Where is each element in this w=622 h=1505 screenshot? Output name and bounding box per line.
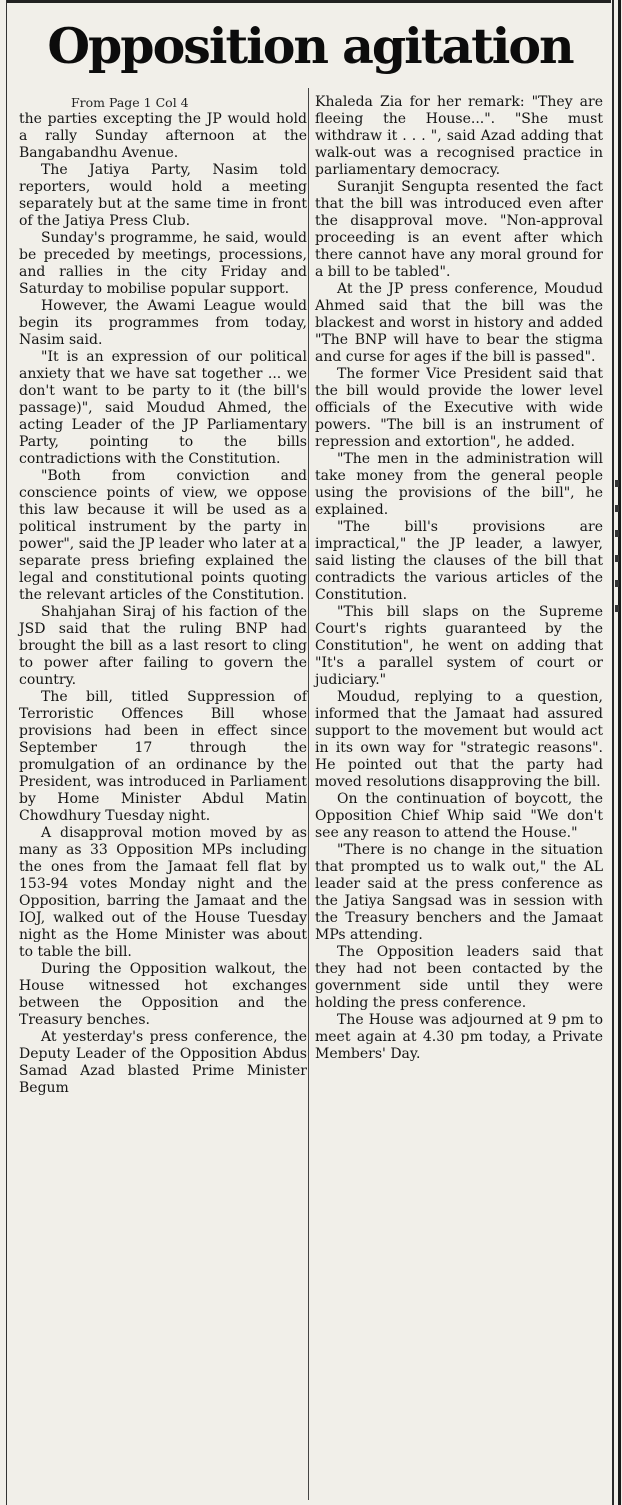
paragraph: The House was adjourned at 9 pm to meet again at 4.30 pm today, a Private Members' Day. [315,1012,603,1062]
left-column [19,94,307,1097]
text-fragment [615,555,619,562]
text-fragment [615,505,619,512]
paragraph: Suranjit Sengupta resented the fact that the bill was introduced even after the disapproval move. "Non-approval proceeding is an event after which there cannot have any moral ground for a bill to be tabled". [315,179,603,280]
paragraph: A disapproval motion moved by as many as 33 Opposition MPs including the ones from the Jamaat fell flat by 153-94 votes Monday night and the Opposition, barring the Jamaat and the IOJ, walked out of the House Tuesday night as the Home Minister was about to table the bill. [19,825,307,960]
paragraph: "The bill's provisions are impractical," the JP leader, a lawyer, said listing the clauses of the bill that contradicts the various articles of the Constitution. [315,519,603,603]
paragraph: Shahjahan Siraj of his faction of the JSD said that the ruling BNP had brought the bill as a last resort to cling to power after failing to govern the country. [19,604,307,688]
paragraph: During the Opposition walkout, the House witnessed hot exchanges between the Opposition and the Treasury benches. [19,961,307,1028]
left-rule [6,0,7,1505]
paragraph: Moudud, replying to a question, informed that the Jamaat had assured support to the movement but would act in its own way for "strategic reasons". He pointed out that the party had moved resolutions disapproving the bill. [315,689,603,790]
top-rule [6,0,611,3]
paragraph: The former Vice President said that the bill would provide the lower level officials of the Executive with wide powers. "The bill is an instrument of repression and extortion", he added. [315,366,603,450]
column-divider [308,88,309,1500]
paragraph: "This bill slaps on the Supreme Court's rights guaranteed by the Constitution", he went on adding that "It's a parallel system of court or judiciary." [315,604,603,688]
adjacent-column-edge [618,0,621,1505]
paragraph: Sunday's programme, he said, would be preceded by meetings, processions, and rallies in the city Friday and Saturday to mobilise popular support. [19,230,307,297]
jump-line: From Page 1 Col 4 [71,95,189,110]
paragraph: On the continuation of boycott, the Opposition Chief Whip said "We don't see any reason to attend the House." [315,791,603,841]
paragraph: Khaleda Zia for her remark: "They are fleeing the House...". "She must withdraw it . . . ", said Azad adding that walk-out was a recognised practice in parliamentary democracy. [315,94,603,178]
text-fragment [615,530,619,537]
adjacent-column-fragments [614,480,620,630]
paragraph: The Opposition leaders said that they had not been contacted by the government side until they were holding the press conference. [315,944,603,1011]
text-fragment [615,605,619,612]
paragraph: the parties excepting the JP would hold a rally Sunday afternoon at the Bangabandhu Avenue. [19,111,307,161]
paragraph: However, the Awami League would begin its programmes from today, Nasim said. [19,298,307,348]
paragraph: "The men in the administration will take money from the general people using the provisions of the bill", he explained. [315,451,603,518]
text-fragment [615,480,619,487]
right-column [315,94,603,1063]
paragraph: At yesterday's press conference, the Deputy Leader of the Opposition Abdus Samad Azad blasted Prime Minister Begum [19,1029,307,1096]
paragraph: The Jatiya Party, Nasim told reporters, would hold a meeting separately but at the same time in front of the Jatiya Press Club. [19,162,307,229]
text-fragment [615,580,619,587]
paragraph: "There is no change in the situation that prompted us to walk out," the AL leader said at the press conference as the Jatiya Sangsad was in session with the Treasury benchers and the Jamaat MPs attending. [315,842,603,943]
paragraph: At the JP press conference, Moudud Ahmed said that the bill was the blackest and worst in history and added "The BNP will have to bear the stigma and curse for ages if the bill is passed". [315,281,603,365]
headline: Opposition agitation [47,17,573,75]
paragraph: The bill, titled Suppression of Terroristic Offences Bill whose provisions had been in effect since September 17 through the promulgation of an ordinance by the President, was introduced in Parliament by Home Minister Abdul Matin Chowdhury Tuesday night. [19,689,307,824]
right-rule [612,0,614,1505]
paragraph: "Both from conviction and conscience points of view, we oppose this law because it will be used as a political instrument by the party in power", said the JP leader who later at a separate press briefing explained the legal and constitutional points quoting the relevant articles of the Constitution. [19,468,307,603]
paragraph: "It is an expression of our political anxiety that we have sat together ... we don't want to be party to it (the bill's passage)", said Moudud Ahmed, the acting Leader of the JP Parliamentary Party, pointing to the bills contradictions with the Constitution. [19,349,307,467]
